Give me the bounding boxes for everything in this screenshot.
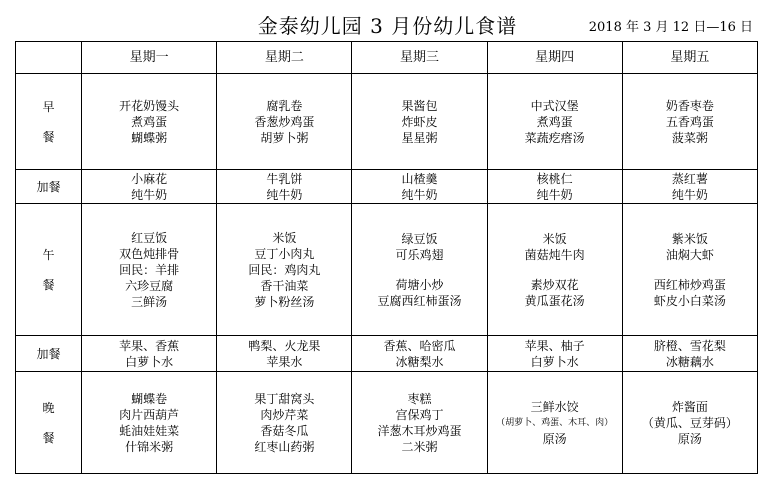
menu-cell: [487, 336, 622, 372]
menu-item: 香葱炒鸡蛋: [254, 114, 315, 129]
menu-item: 纯牛奶: [671, 187, 708, 202]
menu-cell: [217, 74, 352, 170]
menu-item: 油焖大虾: [665, 247, 714, 262]
menu-item: 白萝卜水: [530, 354, 579, 369]
day-header: 星期二: [217, 42, 352, 74]
menu-cell: [352, 204, 487, 336]
menu-item: 绿豆饭: [401, 231, 438, 246]
menu-item: 回民：羊排: [119, 262, 180, 277]
meal-label-text: 餐: [42, 430, 55, 445]
menu-item: 星星粥: [401, 130, 438, 145]
menu-cell: [487, 372, 622, 474]
menu-gap: [623, 263, 757, 277]
menu-item: 果丁甜窝头: [254, 391, 315, 406]
day-header: 星期三: [352, 42, 487, 74]
menu-item: 煮鸡蛋: [536, 114, 573, 129]
meal-label-text: 晚: [42, 400, 55, 415]
menu-item: 腐乳卷: [266, 98, 303, 113]
menu-item: 什锦米粥: [125, 439, 174, 454]
menu-item: 炸酱面: [671, 399, 708, 414]
menu-cell: [82, 204, 217, 336]
day-header: 星期四: [487, 42, 622, 74]
menu-item: 双色炖排骨: [119, 246, 180, 261]
menu-cell: [487, 74, 622, 170]
menu-cell: [622, 372, 757, 474]
menu-item: 牛乳饼: [266, 171, 303, 186]
menu-item: 蚝油娃娃菜: [119, 423, 180, 438]
menu-item: 六珍豆腐: [125, 278, 174, 293]
menu-item: 冰糖藕水: [665, 354, 714, 369]
meal-label-text: 加餐: [36, 179, 61, 194]
meal-label-text: 早: [42, 99, 55, 114]
menu-item: 回民：鸡肉丸: [248, 262, 321, 277]
menu-cell: [622, 204, 757, 336]
menu-item: 苹果、柚子: [524, 338, 585, 353]
menu-item: 洋葱木耳炒鸡蛋: [377, 423, 462, 438]
menu-item: 白萝卜水: [125, 354, 174, 369]
day-header: 星期一: [82, 42, 217, 74]
menu-cell: [352, 74, 487, 170]
meal-label-text: 午: [42, 247, 55, 262]
date-range: 2018 年 3 月 12 日—16 日: [588, 20, 753, 35]
menu-cell: [622, 336, 757, 372]
menu-cell: [217, 204, 352, 336]
menu-item: 纯牛奶: [266, 187, 303, 202]
menu-cell: [352, 336, 487, 372]
dinner-row: [16, 372, 758, 474]
menu-gap: [352, 263, 486, 277]
meal-label-text: 加餐: [36, 346, 61, 361]
menu-item: 米饭: [542, 231, 567, 246]
menu-gap: [488, 263, 622, 277]
menu-item: 纯牛奶: [401, 187, 438, 202]
meal-label: [16, 204, 82, 336]
menu-item: 原汤: [542, 431, 567, 446]
menu-item: 三鲜汤: [131, 294, 168, 309]
menu-item: 黄瓜蛋花汤: [524, 293, 585, 308]
menu-item: 山楂羹: [401, 171, 438, 186]
menu-item: 苹果水: [266, 354, 303, 369]
menu-item: （黄瓜、豆芽码）: [641, 415, 738, 430]
menu-table: [15, 41, 758, 474]
menu-item: 奶香枣卷: [665, 98, 714, 113]
menu-item: 香干油菜: [260, 278, 309, 293]
menu-item: 中式汉堡: [530, 98, 579, 113]
menu-cell: [352, 372, 487, 474]
menu-item: 果酱包: [401, 98, 438, 113]
menu-item: 鸭梨、火龙果: [248, 338, 321, 353]
meal-label: [16, 74, 82, 170]
header-row: [16, 42, 758, 74]
menu-cell: [82, 372, 217, 474]
menu-item: 素炒双花: [530, 277, 579, 292]
menu-item: 煮鸡蛋: [131, 114, 168, 129]
menu-item: 米饭: [272, 230, 297, 245]
menu-item: 纯牛奶: [131, 187, 168, 202]
menu-item: 蝴蝶粥: [131, 130, 168, 145]
menu-item: 核桃仁: [536, 171, 573, 186]
page-title: 金泰幼儿园 3 月份幼儿食谱: [257, 14, 518, 38]
day-header: 星期五: [622, 42, 757, 74]
menu-item: 菌菇炖牛肉: [524, 247, 585, 262]
menu-item: 可乐鸡翅: [395, 247, 444, 262]
menu-item: 三鲜水饺: [530, 399, 579, 414]
menu-item: 小麻花: [131, 171, 168, 186]
menu-item: 蝴蝶卷: [131, 391, 168, 406]
menu-item: 枣糕: [407, 391, 432, 406]
menu-item: 香菇冬瓜: [260, 423, 309, 438]
menu-item: 苹果、香蕉: [119, 338, 180, 353]
menu-item: 香蕉、哈密瓜: [383, 338, 456, 353]
menu-item: 豆腐西红柿蛋汤: [377, 293, 462, 308]
menu-cell: [487, 204, 622, 336]
afternoon-snack-row: [16, 336, 758, 372]
menu-item: 紫米饭: [671, 231, 708, 246]
menu-item: 荷塘小炒: [395, 277, 444, 292]
meal-label-text: 餐: [42, 277, 55, 292]
meal-label: [16, 372, 82, 474]
menu-item: 菜蔬疙瘩汤: [524, 130, 585, 145]
morning-snack-row: [16, 170, 758, 204]
menu-item: 菠菜粥: [671, 130, 708, 145]
corner-cell: [16, 42, 82, 74]
menu-item: 豆丁小肉丸: [254, 246, 315, 261]
menu-item: 肉炒芹菜: [260, 407, 309, 422]
menu-cell: [352, 170, 487, 204]
menu-cell: [217, 170, 352, 204]
menu-item: 蒸红薯: [671, 171, 708, 186]
menu-item: 二米粥: [401, 439, 438, 454]
menu-cell: [622, 74, 757, 170]
meal-label: [16, 336, 82, 372]
menu-item: 纯牛奶: [536, 187, 573, 202]
menu-cell: [487, 170, 622, 204]
menu-item: （胡萝卜、鸡蛋、木耳、肉）: [496, 417, 614, 428]
menu-cell: [217, 336, 352, 372]
menu-item: 红豆饭: [131, 230, 168, 245]
menu-item: 西红柿炒鸡蛋: [653, 277, 726, 292]
breakfast-row: [16, 74, 758, 170]
menu-cell: [622, 170, 757, 204]
meal-label: [16, 170, 82, 204]
menu-item: 萝卜粉丝汤: [254, 294, 315, 309]
menu-item: 胡萝卜粥: [260, 130, 309, 145]
menu-item: 炸虾皮: [401, 114, 438, 129]
menu-item: 开花奶馒头: [119, 98, 180, 113]
menu-item: 虾皮小白菜汤: [653, 293, 726, 308]
menu-cell: [82, 336, 217, 372]
lunch-row: [16, 204, 758, 336]
menu-item: 原汤: [677, 431, 702, 446]
menu-item: 肉片西葫芦: [119, 407, 180, 422]
menu-cell: [82, 170, 217, 204]
menu-item: 宫保鸡丁: [395, 407, 444, 422]
menu-item: 红枣山药粥: [254, 439, 315, 454]
menu-item: 五香鸡蛋: [665, 114, 714, 129]
menu-cell: [217, 372, 352, 474]
menu-item: 脐橙、雪花梨: [653, 338, 726, 353]
menu-item: 冰糖梨水: [395, 354, 444, 369]
menu-cell: [82, 74, 217, 170]
meal-label-text: 餐: [42, 129, 55, 144]
